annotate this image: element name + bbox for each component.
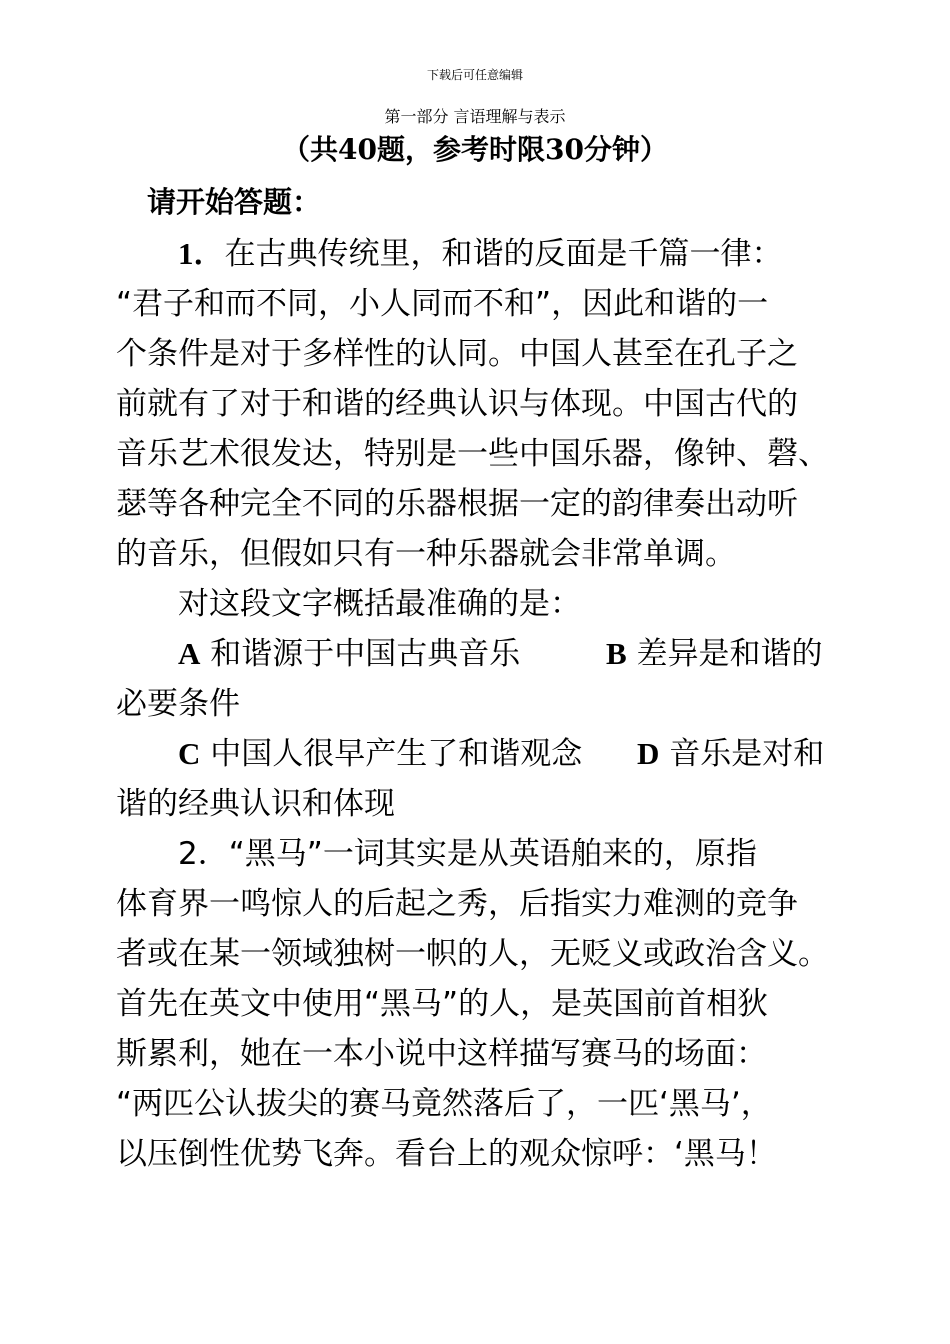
q2-line: 以压倒性优势飞奔。看台上的观众惊呼：‘黑马！ [116,1136,777,1172]
q1-line: 音乐艺术很发达，特别是一些中国乐器，像钟、磬、 [116,436,829,472]
q1-prompt: 对这段文字概括最准确的是： [178,586,581,622]
option-d [637,728,824,773]
q1-first-line [178,228,783,273]
q1-line: 前就有了对于和谐的经典认识与体现。中国古代的 [116,386,798,422]
q2-line: 斯累利，她在一本小说中这样描写赛马的场面： [116,1036,767,1072]
section-title: 第一部分 言语理解与表示 [384,107,566,126]
q1-line: 的音乐，但假如只有一种乐器就会非常单调。 [116,536,736,572]
option-b-letter: B [606,636,627,671]
q1-line: 瑟等各种完全不同的乐器根据一定的韵律奏出动听 [116,486,798,522]
option-b [606,628,823,673]
q2-first-line [178,828,757,873]
option-d-letter: D [637,736,660,771]
option-a-text: 和谐源于中国古典音乐 [210,636,521,672]
option-d-text: 音乐是对和 [669,736,825,772]
option-d-continued: 谐的经典认识和体现 [116,786,395,822]
q2-line: 者或在某一领域独树一帜的人，无贬义或政治含义。 [116,936,829,972]
q2-line: “黑马”一词其实是从英语舶来的，原指 [228,836,757,872]
section-subtitle: （共40题，参考时限30分钟） [282,133,668,166]
option-a [178,628,520,673]
page-header: 下载后可任意编辑 [426,68,523,82]
q2-line: 体育界一鸣惊人的后起之秀，后指实力难测的竞争 [116,886,798,922]
q2-line: 首先在英文中使用“黑马”的人，是英国前首相狄 [116,986,769,1022]
q1-line: 在古典传统里，和谐的反面是千篇一律： [224,236,783,272]
start-instruction: 请开始答题： [147,185,322,219]
q1-line: “君子和而不同，小人同而不和”，因此和谐的一 [116,286,769,322]
option-b-text: 差异是和谐的 [636,636,823,672]
q1-line: 个条件是对于多样性的认同。中国人甚至在孔子之 [116,336,798,372]
option-b-continued: 必要条件 [116,686,240,722]
option-c-letter: C [178,736,201,771]
option-c [178,728,582,773]
option-c-text: 中国人很早产生了和谐观念 [210,736,583,772]
option-a-letter: A [178,636,201,671]
q1-number: 1． [178,236,225,271]
q2-line: “两匹公认拔尖的赛马竟然落后了，一匹‘黑马’， [116,1086,772,1122]
q2-number: 2． [178,836,229,872]
